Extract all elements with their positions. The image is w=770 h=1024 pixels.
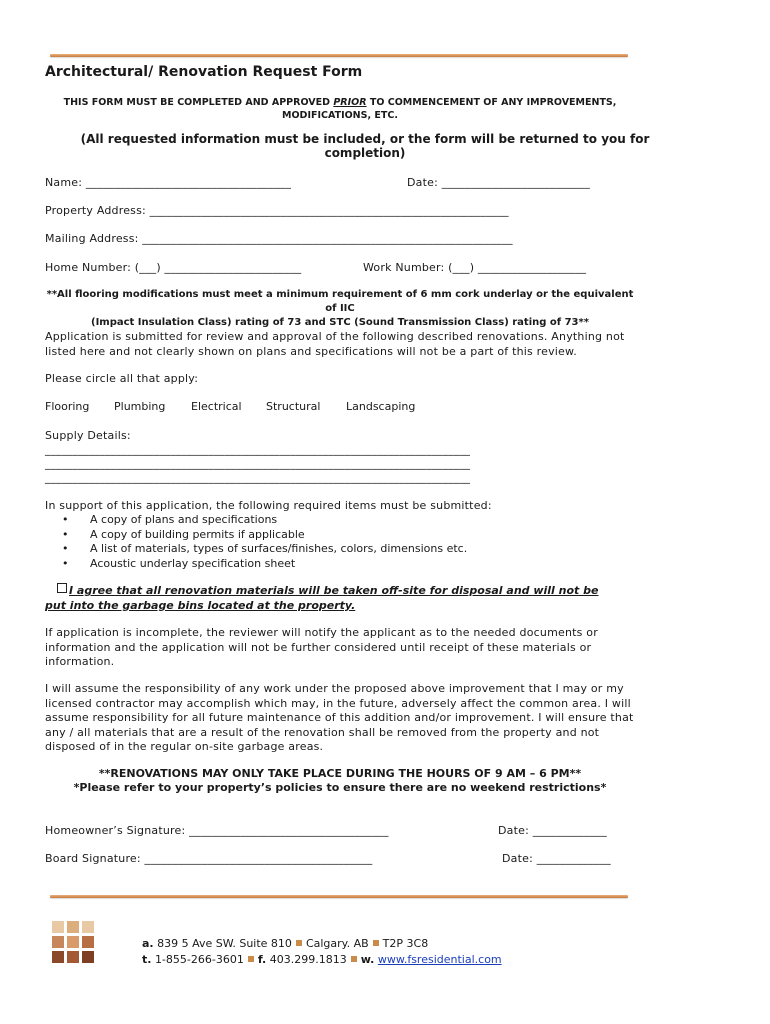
notice-text-post: TO COMMENCEMENT OF ANY IMPROVEMENTS, bbox=[366, 97, 617, 108]
list-item: • A list of materials, types of surfaces/finishes, colors, dimensions etc. bbox=[62, 542, 467, 557]
option-landscaping[interactable]: Landscaping bbox=[346, 400, 416, 413]
hours-line1: **RENOVATIONS MAY ONLY TAKE PLACE DURING THE HOURS OF 9 AM – 6 PM** bbox=[98, 767, 582, 780]
contact-footer bbox=[142, 936, 502, 968]
tel-label: t. bbox=[142, 953, 152, 966]
address-city: Calgary. AB bbox=[305, 937, 369, 950]
hours-notice bbox=[40, 767, 640, 795]
option-structural[interactable]: Structural bbox=[266, 400, 321, 413]
required-items-intro: In support of this application, the following required items must be submitted: bbox=[45, 499, 492, 512]
supply-details-line[interactable]: ______________________________________________________________________________ bbox=[45, 472, 471, 484]
supply-details-line[interactable]: ______________________________________________________________________________ bbox=[45, 444, 471, 456]
list-item: • A copy of building permits if applicable bbox=[62, 528, 467, 543]
list-item: • Acoustic underlay specification sheet bbox=[62, 557, 467, 572]
fax-label: f. bbox=[257, 953, 267, 966]
list-item: • A copy of plans and specifications bbox=[62, 513, 467, 528]
form-subtitle: (All requested information must be included, or the form will be returned to you for completion) bbox=[80, 132, 650, 160]
supply-details-line[interactable]: ______________________________________________________________________________ bbox=[45, 458, 471, 470]
separator-square-icon bbox=[296, 940, 302, 946]
web-label: w. bbox=[360, 953, 375, 966]
board-date-field[interactable]: Date: _____________ bbox=[502, 852, 611, 865]
agree-text-line1: I agree that all renovation materials will be taken off-site for disposal and will not be bbox=[69, 584, 599, 597]
form-title: Architectural/ Renovation Request Form bbox=[45, 64, 363, 80]
notice-text-line2: MODIFICATIONS, ETC. bbox=[282, 110, 398, 121]
separator-square-icon bbox=[373, 940, 379, 946]
homeowner-signature-field[interactable]: Homeowner’s Signature: ___________________________________ bbox=[45, 824, 389, 837]
option-plumbing[interactable]: Plumbing bbox=[114, 400, 166, 413]
circle-prompt: Please circle all that apply: bbox=[45, 372, 199, 385]
top-divider bbox=[50, 54, 628, 57]
completion-notice bbox=[40, 96, 640, 122]
address-postal: T2P 3C8 bbox=[382, 937, 429, 950]
address-label: a. bbox=[142, 937, 154, 950]
agree-checkbox[interactable] bbox=[57, 583, 67, 593]
contact-line bbox=[142, 952, 502, 968]
board-signature-field[interactable]: Board Signature: ________________________________________ bbox=[45, 852, 373, 865]
work-number-field[interactable]: Work Number: (___) ___________________ bbox=[363, 261, 587, 274]
separator-square-icon bbox=[351, 956, 357, 962]
flooring-requirement-note bbox=[40, 288, 640, 330]
responsibility-statement: I will assume the responsibility of any work under the proposed above improvement that I may or my licensed contractor may accomplish which may, in the future, adversely affect the common area. I will assume responsibility for all future maintenance of this addition and/or improvement. I will ensure that any / all materials that are a result of the renovation shall be removed from the property and not disposed of in the regular on-site garbage areas. bbox=[45, 682, 634, 753]
fax-number: 403.299.1813 bbox=[269, 953, 347, 966]
mailing-address-field[interactable]: Mailing Address: _________________________________________________________________ bbox=[45, 232, 513, 245]
address-street: 839 5 Ave SW. Suite 810 bbox=[157, 937, 292, 950]
name-field[interactable]: Name: ____________________________________ bbox=[45, 176, 292, 189]
date-field[interactable]: Date: __________________________ bbox=[407, 176, 590, 189]
disposal-agreement[interactable] bbox=[45, 583, 645, 613]
property-address-field[interactable]: Property Address: _______________________________________________________________ bbox=[45, 204, 509, 217]
bottom-divider bbox=[50, 895, 628, 898]
home-number-field[interactable]: Home Number: (___) ________________________ bbox=[45, 261, 302, 274]
tel-number: 1-855-266-3601 bbox=[154, 953, 244, 966]
website-link[interactable]: www.fsresidential.com bbox=[377, 953, 502, 966]
required-items-list bbox=[62, 513, 467, 571]
company-logo bbox=[52, 921, 94, 963]
application-description: Application is submitted for review and approval of the following described renovations. Anything not listed here and not clearly shown on plans and specifications will not be a part of this review. bbox=[45, 330, 625, 358]
option-flooring[interactable]: Flooring bbox=[45, 400, 90, 413]
notice-prior: PRIOR bbox=[333, 97, 367, 108]
homeowner-date-field[interactable]: Date: _____________ bbox=[498, 824, 607, 837]
separator-square-icon bbox=[248, 956, 254, 962]
hours-line2: *Please refer to your property’s policies to ensure there are no weekend restrictions* bbox=[73, 781, 607, 794]
address-line bbox=[142, 936, 502, 952]
flooring-note-line2: (Impact Insulation Class) rating of 73 and STC (Sound Transmission Class) rating of 73** bbox=[91, 317, 589, 328]
incomplete-notice: If application is incomplete, the reviewer will notify the applicant as to the needed documents or information and the application will not be further considered until receipt of these materials or information. bbox=[45, 626, 598, 668]
notice-text-pre: THIS FORM MUST BE COMPLETED AND APPROVED bbox=[63, 97, 334, 108]
option-electrical[interactable]: Electrical bbox=[191, 400, 242, 413]
supply-details-label: Supply Details: bbox=[45, 429, 131, 442]
flooring-note-line1: **All flooring modifications must meet a minimum requirement of 6 mm cork underlay or the equivalent of IIC bbox=[46, 289, 634, 314]
agree-text-line2: put into the garbage bins located at the property. bbox=[45, 599, 356, 612]
